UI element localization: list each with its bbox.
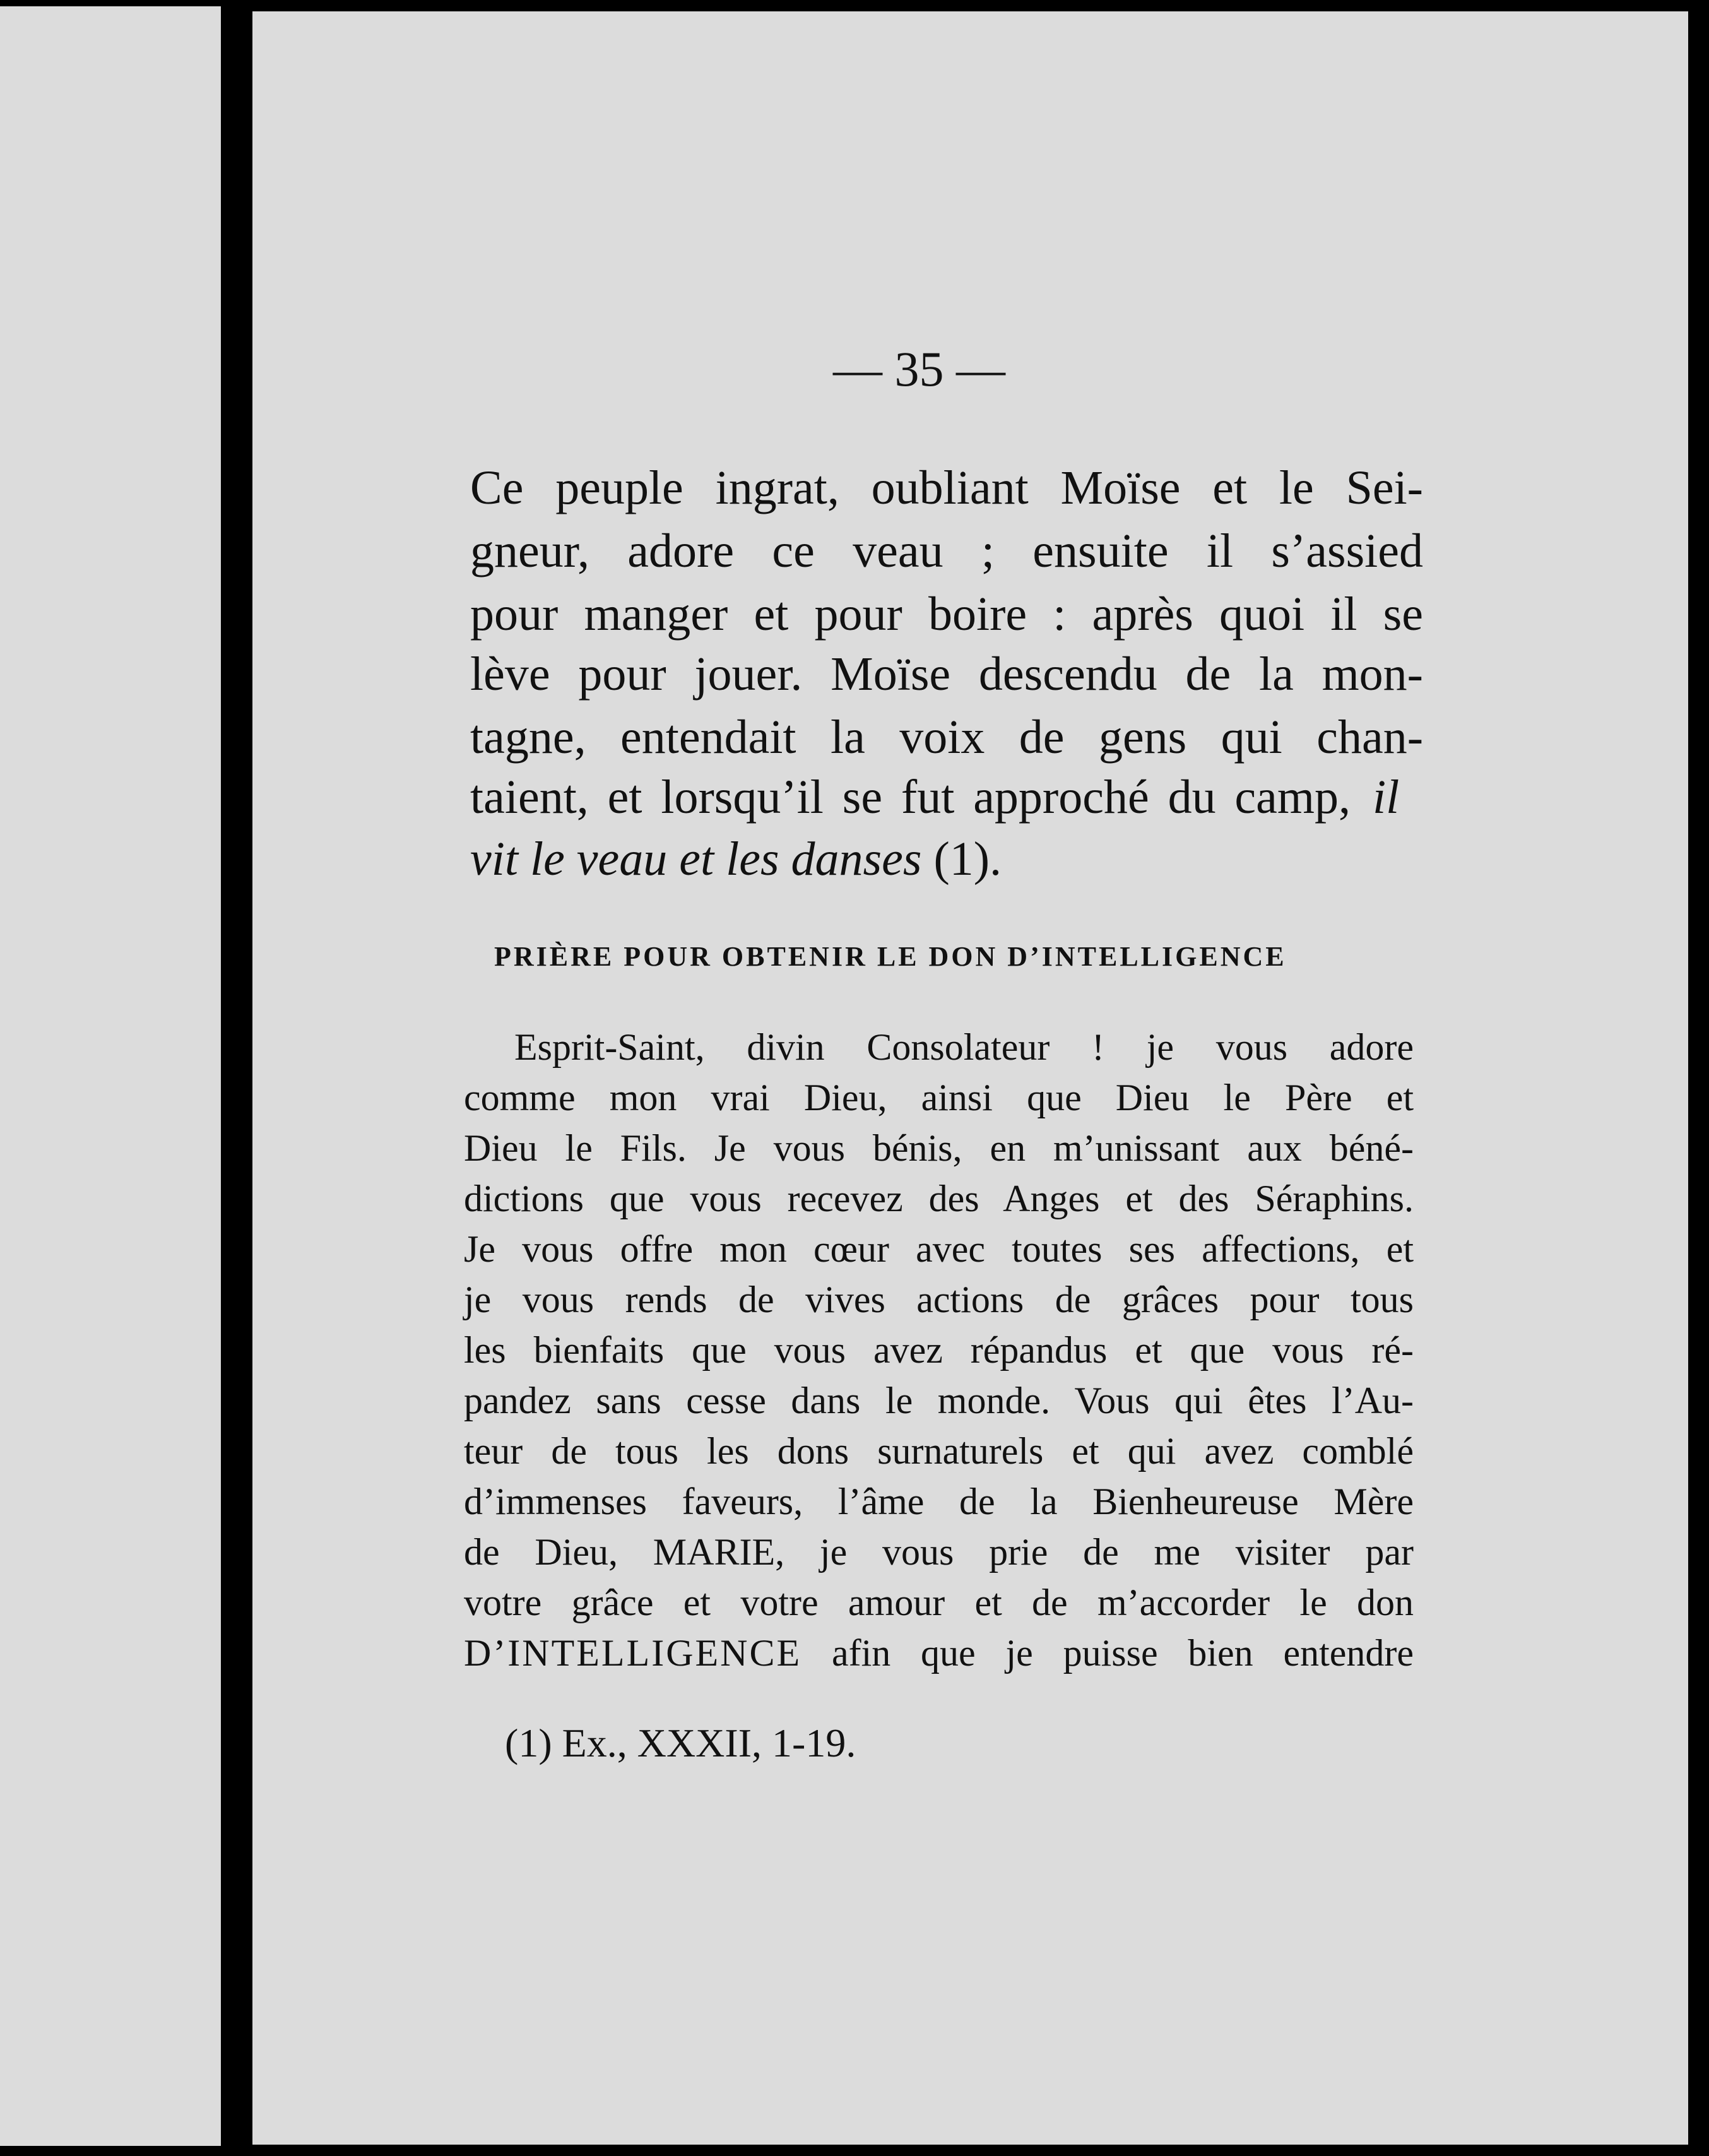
book-spine — [221, 0, 252, 2156]
prayer-line: comme mon vrai Dieu, ainsi que Dieu le Père et — [464, 1077, 1414, 1118]
italic-word: il — [1373, 771, 1400, 824]
prayer-line: Dieu le Fils. Je vous bénis, en m’unissant aux béné- — [464, 1127, 1414, 1169]
paragraph-last-line — [470, 832, 1002, 887]
smallcaps-term: D’INTELLIGENCE — [464, 1632, 802, 1674]
prayer-line: teur de tous les dons surnaturels et qui avez comblé — [464, 1430, 1414, 1472]
prayer-line: Je vous offre mon cœur avec toutes ses affections, et — [464, 1228, 1414, 1270]
prayer-line: de Dieu, MARIE, je vous prie de me visiter par — [464, 1531, 1414, 1573]
prayer-line: pandez sans cesse dans le monde. Vous qui êtes l’Au- — [464, 1380, 1414, 1421]
left-page-margin — [0, 6, 221, 2146]
prayer-line: dictions que vous recevez des Anges et des Séraphins. — [464, 1178, 1414, 1219]
paragraph-line: lève pour jouer. Moïse descendu de la mon- — [470, 648, 1423, 701]
prayer-last-line — [464, 1632, 1414, 1675]
paragraph-line: taient, et lorsqu’il se fut approché du camp, — [470, 771, 1351, 824]
prayer-heading: PRIÈRE POUR OBTENIR LE DON D’INTELLIGENCE — [494, 941, 1287, 972]
paragraph-line: Ce peuple ingrat, oubliant Moïse et le Sei- — [470, 461, 1423, 514]
italic-phrase: vit le veau et les danses — [470, 832, 922, 886]
page-edge-border — [1688, 0, 1709, 2156]
footnote-reference: (1). — [921, 832, 1002, 886]
paragraph-line: tagne, entendait la voix de gens qui chan- — [470, 711, 1423, 764]
prayer-line: d’immenses faveurs, l’âme de la Bienheureuse Mère — [464, 1481, 1414, 1522]
prayer-line: les bienfaits que vous avez répandus et que vous ré- — [464, 1329, 1414, 1371]
page-number: — 35 — — [833, 341, 1005, 396]
prayer-line: votre grâce et votre amour et de m’accorder le don — [464, 1582, 1414, 1623]
prayer-line-tail: afin que je puisse bien entendre — [831, 1632, 1414, 1674]
prayer-line: Esprit-Saint, divin Consolateur ! je vous adore — [514, 1026, 1414, 1068]
paragraph-line: pour manger et pour boire : après quoi il se — [470, 588, 1423, 641]
paragraph-line: gneur, adore ce veau ; ensuite il s’assied — [470, 524, 1423, 578]
prayer-line: je vous rends de vives actions de grâces pour tous — [464, 1279, 1414, 1320]
footnote: (1) Ex., XXXII, 1-19. — [505, 1721, 856, 1765]
